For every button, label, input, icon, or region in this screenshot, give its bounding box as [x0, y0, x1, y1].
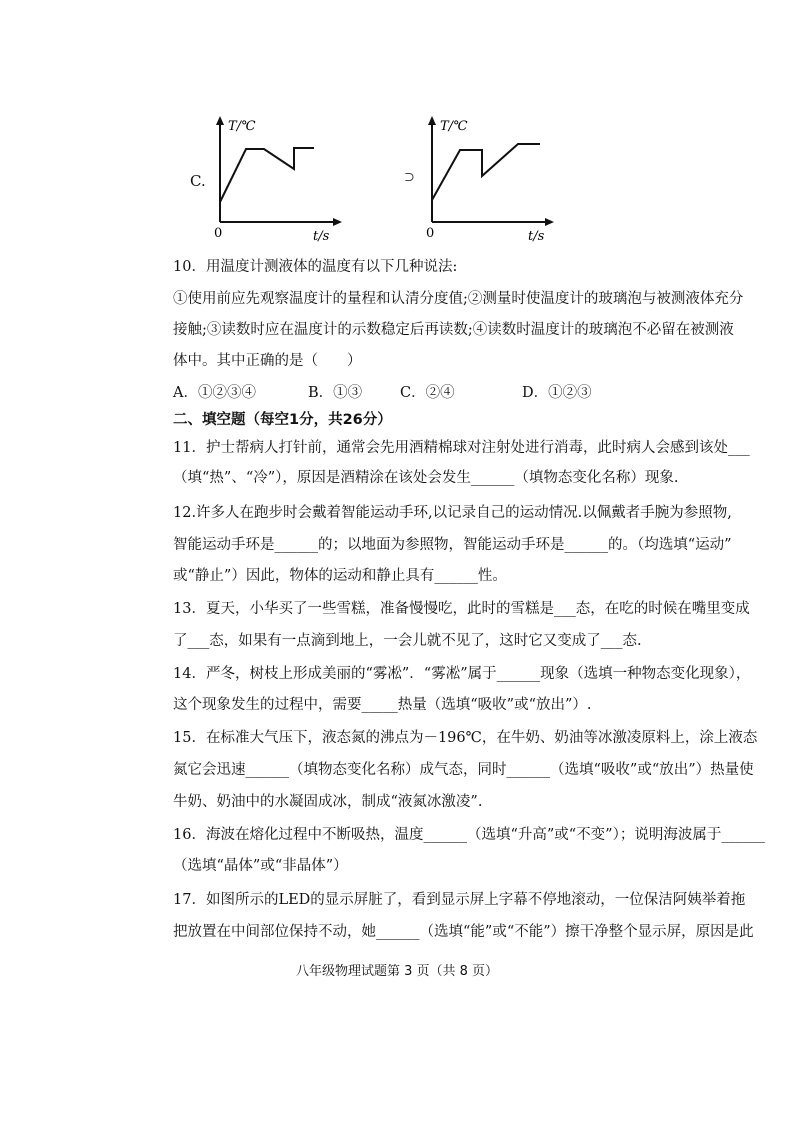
graph-c-y-label: T/℃ [228, 119, 256, 134]
q15-line-1: 15．在标准大气压下，液态氮的沸点为－196℃，在牛奶、奶油等冰激凌原料上，涂上液态 [173, 730, 758, 746]
q15-line-2: 氮它会迅速______（填物态变化名称）成气态，同时______（选填“吸收”或“放出”）热量使 [173, 762, 754, 778]
graph-d-origin: 0 [426, 226, 435, 241]
q10-option-c: C．②④ [400, 385, 455, 401]
q10-line-3: 体中。其中正确的是（ ） [173, 353, 362, 369]
q17-line-2: 把放置在中间部位保持不动，她______（选填“能”或“不能”）擦干净整个显示屏，原因是此 [173, 924, 754, 940]
graph-d-x-label: t/s [528, 229, 545, 242]
page-footer: 八年级物理试题第 3 页（共 8 页） [295, 964, 499, 979]
graph-d-curve [432, 144, 540, 200]
q15-line-3: 牛奶、奶油中的水凝固成冰，制成“液氮冰激凌”. [173, 794, 483, 810]
q12-line-2: 智能运动手环是______的；以地面为参照物，智能运动手环是______的。（均选填“运动” [173, 537, 732, 553]
q14-line-1: 14．严冬，树枝上形成美丽的“雾凇”．“雾凇”属于______现象（选填一种物态变化现象）， [173, 666, 751, 682]
q11-line-1: 11．护士帮病人打针前，通常会先用酒精棉球对注射处进行消毒，此时病人会感到该处___ [173, 440, 750, 456]
graph-c-x-label: t/s [313, 229, 330, 242]
q12-line-3: 或“静止”）因此，物体的运动和静止具有______性。 [173, 568, 507, 584]
q12-line-1: 12.许多人在跑步时会戴着智能运动手环,以记录自己的运动情况.以佩戴者手腕为参照物, [173, 505, 732, 521]
graph-d [420, 112, 560, 242]
section-2-heading: 二、填空题（每空1分，共26分） [173, 412, 392, 428]
graph-c-x-arrow [333, 218, 342, 226]
q10-option-a: A．①②③④ [173, 385, 256, 401]
q13-line-2: 了___态，如果有一点滴到地上，一会儿就不见了，这时它又变成了___态. [173, 633, 642, 649]
q10-line-2: 接触;③读数时应在温度计的示数稳定后再读数;④读数时温度计的玻璃泡不必留在被测液 [173, 322, 734, 338]
q16-line-1: 16．海波在熔化过程中不断吸热，温度______（选填“升高”或“不变”）；说明海波属于______ [173, 827, 765, 843]
graph-d-y-label: T/℃ [440, 119, 468, 134]
graph-d-option-label: ⊃ [404, 170, 415, 185]
graph-c-curve [220, 148, 314, 202]
q16-line-2: （选填“晶体”或“非晶体”） [173, 858, 348, 874]
graph-d-x-arrow [545, 218, 554, 226]
q11-line-2: （填“热”、“冷”），原因是酒精涂在该处会发生______（填物态变化名称）现象. [173, 470, 679, 486]
q10-stem: 10．用温度计测液体的温度有以下几种说法: [173, 259, 458, 275]
q10-line-1: ①使用前应先观察温度计的量程和认清分度值;②测量时使温度计的玻璃泡与被测液体充分 [173, 291, 744, 307]
graph-c-y-arrow [216, 116, 224, 125]
q14-line-2: 这个现象发生的过程中，需要_____热量（选填“吸收”或“放出”）. [173, 697, 592, 713]
graph-d-y-arrow [428, 116, 436, 125]
graph-c-option-label: C. [190, 172, 206, 190]
graph-c [208, 112, 348, 242]
q13-line-1: 13．夏天，小华买了一些雪糕，准备慢慢吃，此时的雪糕是___态，在吃的时候在嘴里变成 [173, 601, 750, 617]
q17-line-1: 17．如图所示的LED的显示屏脏了，看到显示屏上字幕不停地滚动，一位保洁阿姨举着拖 [173, 892, 746, 908]
q10-option-d: D．①②③ [522, 385, 592, 401]
graph-c-origin: 0 [214, 226, 223, 241]
q10-option-b: B．①③ [308, 385, 363, 401]
